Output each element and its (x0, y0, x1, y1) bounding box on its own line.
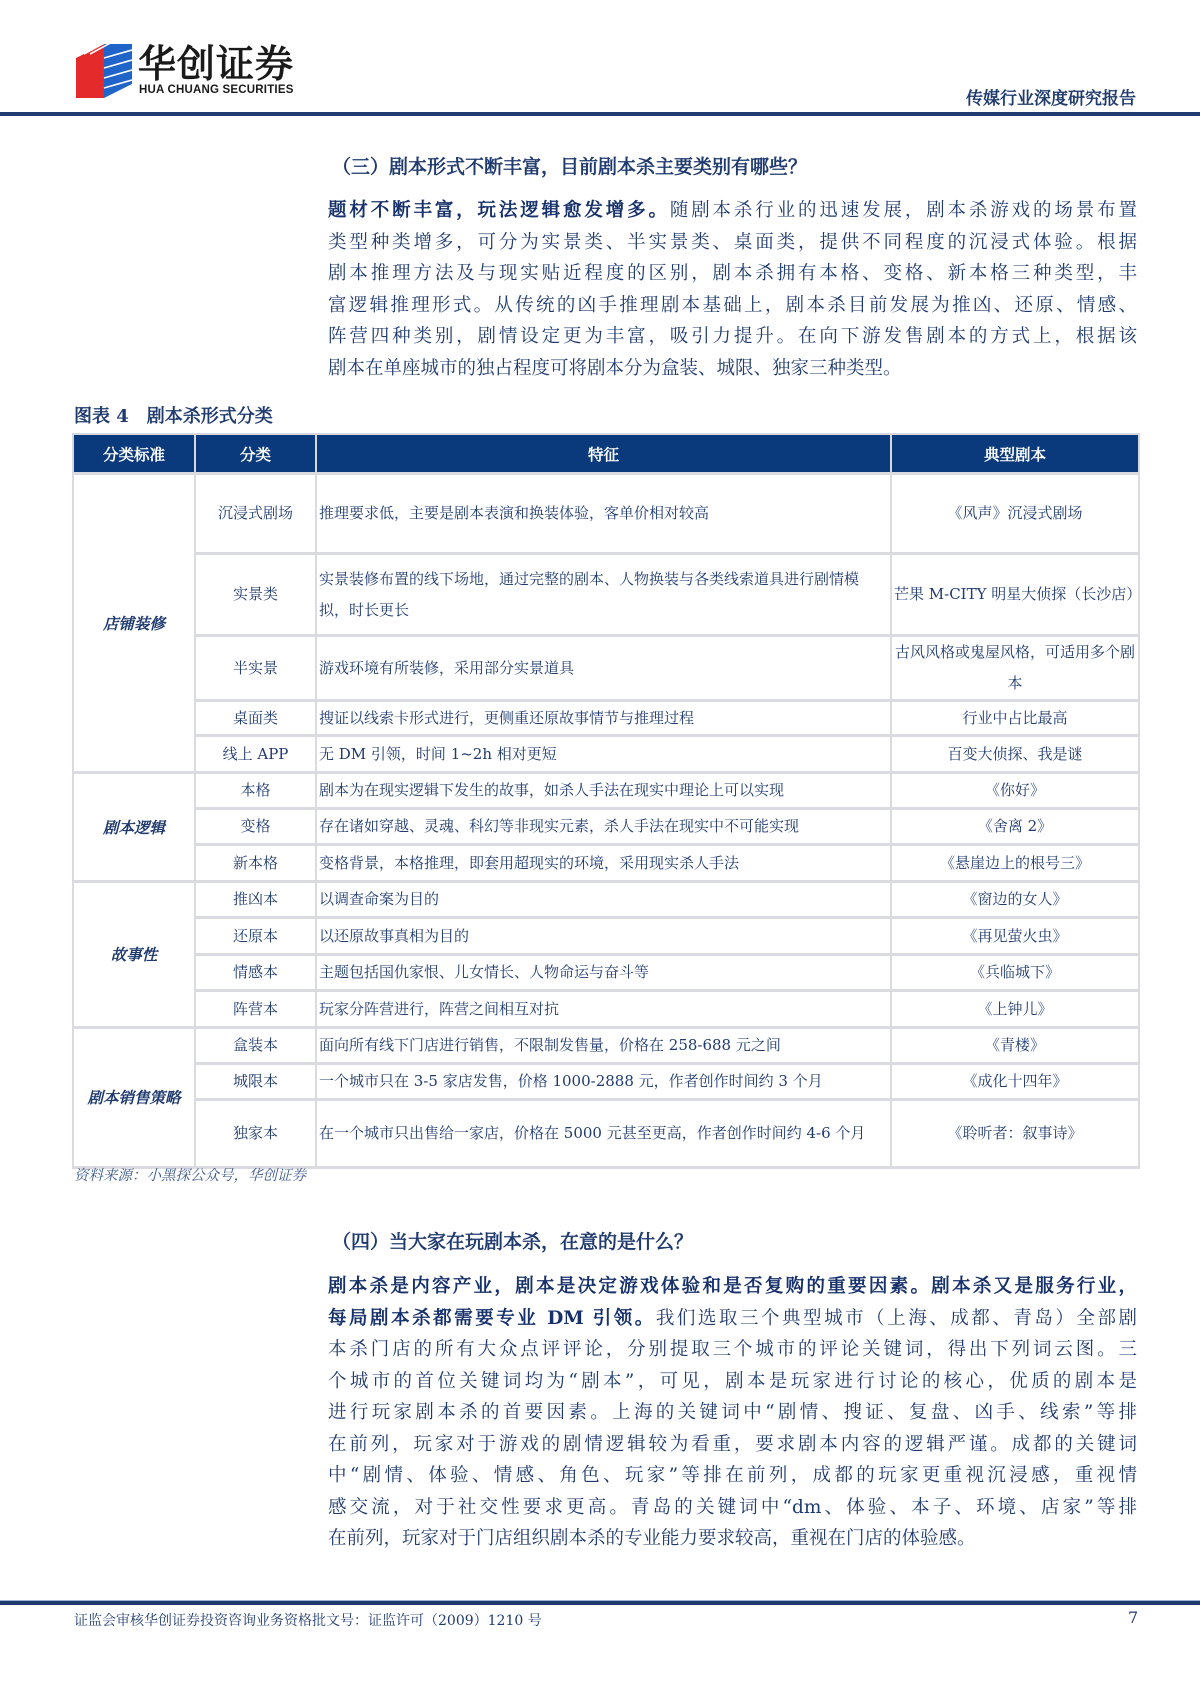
table-row (73, 882, 1139, 918)
feature-cell: 推理要求低，主要是剧本表演和换装体验，客单价相对较高 (316, 474, 891, 554)
feature-cell: 玩家分阵营进行，阵营之间相互对抗 (316, 991, 891, 1028)
figure-caption (74, 402, 291, 428)
table-row (73, 773, 1139, 809)
paragraph-line (328, 1303, 1137, 1335)
category-cell: 剧本逻辑 (73, 773, 195, 882)
line-text: 我们选取三个典型城市（上海、成都、青岛）全部剧 (655, 1307, 1137, 1329)
feature-cell: 游戏环境有所装修，采用部分实景道具 (316, 636, 891, 701)
example-cell: 《窗边的女人》 (891, 882, 1139, 918)
category-cell: 故事性 (73, 882, 195, 1028)
table-row (73, 845, 1139, 882)
paragraph-line (328, 1271, 1137, 1303)
feature-cell: 无 DM 引领，时间 1~2h 相对更短 (316, 736, 891, 773)
table-row (73, 1064, 1139, 1100)
table-row (73, 636, 1139, 701)
example-cell: 《上钟儿》 (891, 991, 1139, 1028)
type-cell: 盒装本 (195, 1028, 316, 1064)
logo-mark-icon (76, 44, 132, 98)
bold-lead: 每局剧本杀都需要专业 DM 引领。 (328, 1307, 656, 1329)
report-type: 传媒行业深度研究报告 (966, 89, 1136, 109)
paragraph-line (328, 1523, 1137, 1555)
paragraph-line (328, 290, 1137, 322)
example-cell: 芒果 M-CITY 明星大侦探（长沙店） (891, 554, 1139, 636)
feature-cell: 主题包括国仇家恨、儿女情长、人物命运与奋斗等 (316, 955, 891, 991)
feature-cell: 一个城市只在 3-5 家店发售，价格 1000-2888 元，作者创作时间约 3 个月 (316, 1064, 891, 1100)
feature-cell: 剧本为在现实逻辑下发生的故事，如杀人手法在现实中理论上可以实现 (316, 773, 891, 809)
logo-text-en: HUA CHUANG SECURITIES (139, 84, 294, 96)
section-3-paragraph (328, 195, 1137, 384)
example-cell: 《青楼》 (891, 1028, 1139, 1064)
example-cell: 《成化十四年》 (891, 1064, 1139, 1100)
table-row (73, 474, 1139, 554)
line-text: 中“剧情、体验、情感、角色、玩家”等排在前列，成都的玩家更重视沉浸感，重视情 (328, 1465, 1137, 1486)
line-text: 感交流，对于社交性要求更高。青岛的关键词中“dm、体验、本子、环境、店家”等排 (328, 1496, 1137, 1518)
example-cell: 《聆听者：叙事诗》 (891, 1100, 1139, 1168)
classification-table (72, 433, 1140, 1169)
type-cell: 阵营本 (195, 991, 316, 1028)
type-cell: 变格 (195, 809, 316, 845)
figure-source: 资料来源：小黑探公众号，华创证券 (74, 1168, 306, 1184)
feature-cell: 实景装修布置的线下场地，通过完整的剧本、人物换装与各类线索道具进行剧情模拟，时长更长 (316, 554, 891, 636)
paragraph-line (328, 1366, 1137, 1398)
table-row (73, 736, 1139, 773)
footer-divider (0, 1600, 1200, 1605)
type-cell: 情感本 (195, 955, 316, 991)
line-text: 类型种类增多，可分为实景类、半实景类、桌面类，提供不同程度的沉浸式体验。根据 (328, 231, 1137, 253)
paragraph-line (328, 353, 1137, 385)
type-cell: 桌面类 (195, 701, 316, 736)
paragraph-line (328, 1460, 1137, 1492)
line-text: 在前列，玩家对于游戏的剧情逻辑较为看重，要求剧本内容的逻辑严谨。成都的关键词 (328, 1433, 1137, 1455)
column-header: 分类 (195, 434, 316, 474)
example-cell: 《你好》 (891, 773, 1139, 809)
paragraph-line (328, 1334, 1137, 1366)
table-row (73, 991, 1139, 1028)
column-header: 特征 (316, 434, 891, 474)
feature-cell: 变格背景，本格推理，即套用超现实的环境，采用现实杀人手法 (316, 845, 891, 882)
company-logo (76, 42, 336, 102)
type-cell: 城限本 (195, 1064, 316, 1100)
paragraph-line (328, 1397, 1137, 1429)
header-divider (0, 112, 1200, 116)
type-cell: 还原本 (195, 918, 316, 955)
line-text: 剧本推理方法及与现实贴近程度的区别，剧本杀拥有本格、变格、新本格三种类型，丰 (328, 263, 1137, 284)
category-cell: 店铺装修 (73, 474, 195, 773)
feature-cell: 面向所有线下门店进行销售，不限制发售量，价格在 258-688 元之间 (316, 1028, 891, 1064)
table-row (73, 1028, 1139, 1064)
feature-cell: 搜证以线索卡形式进行，更侧重还原故事情节与推理过程 (316, 701, 891, 736)
type-cell: 本格 (195, 773, 316, 809)
table-row (73, 1100, 1139, 1168)
logo-text-cn: 华创证券 (138, 42, 295, 86)
paragraph-line (328, 1492, 1137, 1524)
feature-cell: 在一个城市只出售给一家店，价格在 5000 元甚至更高，作者创作时间约 4-6 个月 (316, 1100, 891, 1168)
bold-lead: 剧本杀是内容产业，剧本是决定游戏体验和是否复购的重要因素。剧本杀又是服务行业， (328, 1276, 1137, 1297)
line-text: 在前列，玩家对于门店组织剧本杀的专业能力要求较高，重视在门店的体验感。 (328, 1528, 976, 1549)
line-text: 随剧本杀行业的迅速发展，剧本杀游戏的场景布置 (669, 200, 1137, 221)
paragraph-line (328, 321, 1137, 353)
type-cell: 沉浸式剧场 (195, 474, 316, 554)
line-text: 本杀门店的所有大众点评评论，分别提取三个城市的评论关键词，得出下列词云图。三 (328, 1339, 1137, 1360)
line-text: 富逻辑推理形式。从传统的凶手推理剧本基础上，剧本杀目前发展为推凶、还原、情感、 (328, 294, 1137, 316)
type-cell: 半实景 (195, 636, 316, 701)
paragraph-line (328, 1429, 1137, 1461)
table-row (73, 701, 1139, 736)
bold-lead: 题材不断丰富，玩法逻辑愈发增多。 (328, 200, 670, 221)
example-cell: 《风声》沉浸式剧场 (891, 474, 1139, 554)
feature-cell: 以还原故事真相为目的 (316, 918, 891, 955)
figure-title: 剧本杀形式分类 (146, 406, 273, 427)
line-text: 进行玩家剧本杀的首要因素。上海的关键词中“剧情、搜证、复盘、凶手、线索”等排 (328, 1402, 1137, 1423)
table-header-row (73, 434, 1139, 474)
line-text: 剧本在单座城市的独占程度可将剧本分为盒装、城限、独家三种类型。 (328, 357, 902, 379)
figure-label: 图表 4 (74, 406, 129, 427)
section-4-paragraph (328, 1271, 1137, 1555)
type-cell: 独家本 (195, 1100, 316, 1168)
paragraph-line (328, 227, 1137, 259)
table-row (73, 554, 1139, 636)
column-header: 分类标准 (73, 434, 195, 474)
table-row (73, 809, 1139, 845)
example-cell: 《兵临城下》 (891, 955, 1139, 991)
example-cell: 《再见萤火虫》 (891, 918, 1139, 955)
type-cell: 线上 APP (195, 736, 316, 773)
type-cell: 实景类 (195, 554, 316, 636)
category-cell: 剧本销售策略 (73, 1028, 195, 1168)
feature-cell: 存在诸如穿越、灵魂、科幻等非现实元素，杀人手法在现实中不可能实现 (316, 809, 891, 845)
table-row (73, 918, 1139, 955)
example-cell: 古风风格或鬼屋风格，可适用多个剧本 (891, 636, 1139, 701)
line-text: 个城市的首位关键词均为“剧本”，可见，剧本是玩家进行讨论的核心，优质的剧本是 (328, 1370, 1137, 1392)
example-cell: 百变大侦探、我是谜 (891, 736, 1139, 773)
type-cell: 新本格 (195, 845, 316, 882)
feature-cell: 以调查命案为目的 (316, 882, 891, 918)
section-3-title: （三）剧本形式不断丰富，目前剧本杀主要类别有哪些？ (332, 156, 808, 178)
line-text: 阵营四种类别，剧情设定更为丰富，吸引力提升。在向下游发售剧本的方式上，根据该 (328, 326, 1137, 347)
page-number: 7 (1128, 1608, 1139, 1627)
paragraph-line (328, 258, 1137, 290)
section-4-title: （四）当大家在玩剧本杀，在意的是什么？ (332, 1231, 694, 1253)
table-row (73, 955, 1139, 991)
type-cell: 推凶本 (195, 882, 316, 918)
example-cell: 行业中占比最高 (891, 701, 1139, 736)
example-cell: 《悬崖边上的根号三》 (891, 845, 1139, 882)
footer-license: 证监会审核华创证券投资咨询业务资格批文号：证监许可（2009）1210 号 (74, 1613, 542, 1629)
paragraph-line (328, 195, 1137, 227)
column-header: 典型剧本 (891, 434, 1139, 474)
example-cell: 《舍离 2》 (891, 809, 1139, 845)
